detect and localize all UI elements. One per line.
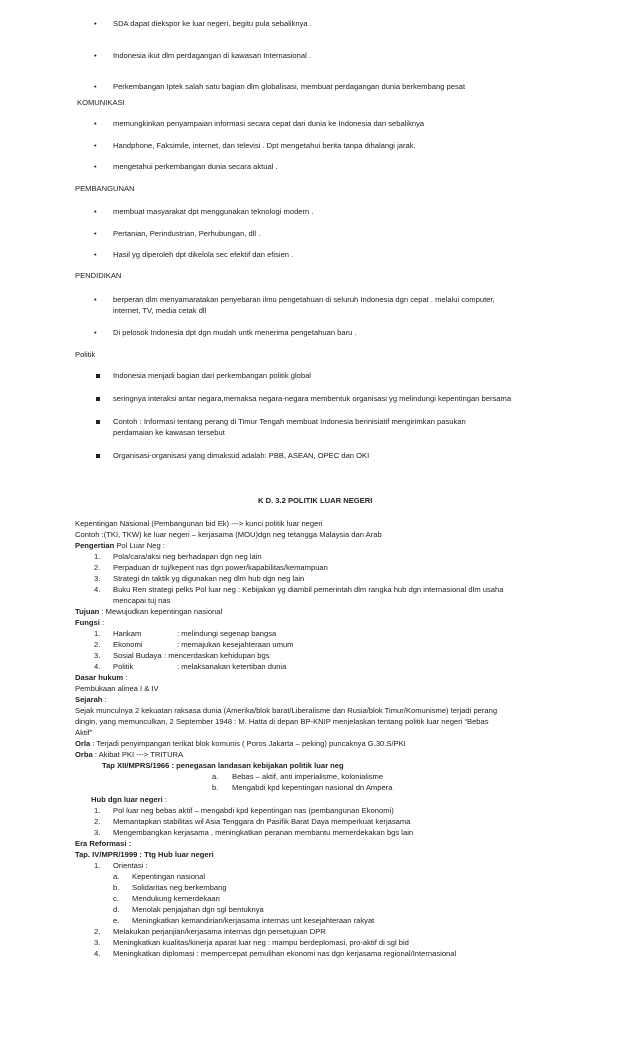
pengertian-rest: Pol Luar Neg : [114, 541, 165, 550]
square-bullet-icon [96, 397, 100, 401]
list-item: SDA dapat diekspor ke luar negeri, begitu pula sebaliknya . [113, 19, 312, 28]
bullet-glyph: • [94, 328, 97, 337]
list-item: Pol luar neg bebas aktif – mengabdi kpd kepentingan nas (pembangunan Ekonomi) [113, 806, 394, 815]
list-number: 1. [94, 806, 101, 815]
fungsi-desc: : melindungi segenap bangsa [177, 629, 277, 638]
list-item: berperan dlm menyamaratakan penyebaran ilmu pengetahuan di seluruh Indonesia dgn cepat . melalui computer, [113, 295, 495, 304]
list-item: Memantapkan stabilitas wil Asia Tenggara dn Pasifik Barat Daya memperkuat kerjasama [113, 817, 411, 826]
list-number: 1. [94, 629, 101, 638]
bullet-glyph: • [94, 141, 97, 150]
list-number: 3. [94, 651, 101, 660]
square-bullet-icon [96, 374, 100, 378]
list-item: membuat masyarakat dpt menggunakan teknologi modern . [113, 207, 314, 216]
section-heading-pendidikan: PENDIDIKAN [75, 271, 122, 280]
list-item: Solidaritas neg berkembang [132, 883, 227, 892]
list-item: Mendukung kemerdekaan [132, 894, 220, 903]
orla-line [75, 739, 406, 749]
hub-rest: : [162, 795, 167, 804]
list-item: Kepentingan nasional [132, 872, 206, 881]
sejarah-label: Sejarah [75, 695, 103, 704]
fungsi-desc: : melaksanakan ketertiban dunia [177, 662, 287, 671]
list-letter: d. [113, 905, 120, 914]
list-item: Contoh : Informasi tentang perang di Timur Tengah membuat Indonesia berinisiatif mengirimkan pasukan [113, 417, 466, 426]
dasar-hukum-line [75, 673, 127, 683]
list-item: Menolak penjajahan dgn sgl bentuknya [132, 905, 264, 914]
list-number: 1. [94, 552, 101, 561]
list-number: 1. [94, 861, 101, 870]
list-item: Buku Ren strategi pelks Pol luar neg : Kebijakan yg diambil pemerintah dlm rangka hub dgn internasional dlm usaha [113, 585, 504, 594]
section-heading-pembangunan: PEMBANGUNAN [75, 184, 135, 193]
bullet-glyph: • [94, 250, 97, 259]
list-item: Melakukan perjanjian/kerjasama internas dgn persetujuan DPR [113, 927, 326, 936]
hub-line [91, 795, 167, 805]
list-item: Handphone, Faksimile, internet, dan televisi . Dpt mengetahui berita tanpa dihalangi jarak. [113, 141, 416, 150]
list-number: 4. [94, 949, 101, 958]
bullet-glyph: • [94, 229, 97, 238]
list-item: Strategi dn taktik yg digunakan neg dlm hub dgn neg lain [113, 574, 305, 583]
list-item: Di pelosok Indonesia dpt dgn mudah untk menerima pengetahuan baru . [113, 328, 357, 337]
bullet-glyph: • [94, 119, 97, 128]
section-heading-komunikasi: KOMUNIKASI [77, 98, 125, 107]
pengertian-label: Pengertian [75, 541, 115, 550]
list-item: memungkinkan penyampaian informasi secara cepat dari dunia ke Indonesia dan sebaliknya [113, 119, 425, 128]
list-number: 4. [94, 585, 101, 594]
fungsi-desc: : mencerdaskan kehidupan bgs [164, 651, 270, 660]
text-line: Kepentingan Nasional (Pembangunan bid Ek) ---> kunci politik luar negeri [75, 519, 323, 528]
list-item: Pertanian, Perindustrian, Perhubungan, dll . [113, 229, 261, 238]
bullet-glyph: • [94, 19, 97, 28]
tujuan-rest: : Mewujudkan kepentingan nasional [99, 607, 223, 616]
tap-heading: Tap. IV/MPR/1999 : Ttg Hub luar negeri [75, 850, 214, 859]
sejarah-line [75, 695, 107, 705]
list-item: seringnya interaksi antar negara,memaksa negara-negara membentuk organisasi yg melindungi kepentingan bersama [113, 394, 512, 403]
list-item: Organisasi-organisasi yang dimaksud adalah: PBB, ASEAN, OPEC dan OKI [113, 451, 370, 460]
bullet-glyph: • [94, 162, 97, 171]
orba-line [75, 750, 183, 760]
list-letter: e. [113, 916, 120, 925]
list-number: 2. [94, 927, 101, 936]
text-line: Aktif” [75, 728, 93, 737]
dasar-hukum-label: Dasar hukum [75, 673, 124, 682]
fungsi-term: Ekonomi [113, 640, 143, 649]
dasar-hukum-rest: : [123, 673, 128, 682]
orla-label: Orla [75, 739, 91, 748]
bullet-glyph: • [94, 295, 97, 304]
list-item: Meningkatkan kualitas/kinerja aparat luar neg : mampu berdeplomasi, pro-aktif di sgl bid [113, 938, 409, 947]
list-item: Orientasi : [113, 861, 148, 870]
page-title: K D. 3.2 POLITIK LUAR NEGERI [258, 496, 373, 505]
tujuan-line [75, 607, 222, 617]
list-item: Mengabdi kpd kepentingan nasional dn Ampera [232, 783, 393, 792]
fungsi-line [75, 618, 104, 628]
tap-heading: Tap XII/MPRS/1966 : penegasan landasan kebijakan politik luar neg [102, 761, 344, 770]
list-item: Hasil yg diperoleh dpt dikelola sec efektif dan efisien . [113, 250, 294, 259]
orla-rest: : Terjadi penyimpangan terikat blok komunis ( Poros Jakarta – peking) puncaknya G.30.S/PKI [90, 739, 406, 748]
list-item: Pola/cara/aksi neg berhadapan dgn neg lain [113, 552, 262, 561]
text-line: dingin, yang memunculkan, 2 September 1948 : M. Hatta di depan BP-KNIP menjelaskan tentang politik luar negeri “Bebas [75, 717, 489, 726]
fungsi-term: Hankam [113, 629, 142, 638]
list-item-continuation: internet, TV, media cetak dll [113, 306, 207, 315]
square-bullet-icon [96, 454, 100, 458]
fungsi-term: Politik [113, 662, 134, 671]
list-item-continuation: perdamaian ke kawasan tersebut [113, 428, 225, 437]
list-item: Meningkatkan diplomasi : mempercepat pemulihan ekonomi nas dgn kerjasama regional/Internasional [113, 949, 457, 958]
list-number: 2. [94, 817, 101, 826]
text-line: Sejak munculnya 2 kekuatan raksasa dunia (Amerika/blok barat/Liberalisme dan Rusia/blok Timur/Komunisme) terjadi perang [75, 706, 498, 715]
list-item: Mengembangkan kerjasama , meningkatkan peranan membantu memerdekakan bgs lain [113, 828, 414, 837]
list-item: Meningkatkan kemandirian/kerjasama internas unt kesejahteraan rakyat [132, 916, 375, 925]
fungsi-term: Sosial Budaya [113, 651, 162, 660]
text-line: Contoh :(TKI, TKW) ke luar negeri – kerjasama (MOU)dgn neg tetangga Malaysia dan Arab [75, 530, 382, 539]
list-letter: b. [212, 783, 219, 792]
list-item: Perkembangan Iptek salah satu bagian dlm globalisasi, membuat perdagangan dunia berkembang pesat [113, 82, 466, 91]
text-line: Pembukaan alinea I & IV [75, 684, 159, 693]
section-heading-politik: Politik [75, 350, 96, 359]
pengertian-line [75, 541, 165, 551]
list-item: mengetahui perkembangan dunia secara aktual . [113, 162, 278, 171]
list-item: Perpaduan dr tuj/kepent nas dgn power/kapabilitas/kemampuan [113, 563, 328, 572]
list-number: 2. [94, 563, 101, 572]
list-item: Bebas – aktif, anti imperialisme, kolonialisme [232, 772, 384, 781]
list-number: 4. [94, 662, 101, 671]
list-item-continuation: mencapai tuj nas [113, 596, 171, 605]
list-item: Indonesia menjadi bagian dari perkembangan politik global [113, 371, 311, 380]
list-number: 3. [94, 938, 101, 947]
orba-label: Orba [75, 750, 93, 759]
fungsi-rest: : [99, 618, 105, 627]
sejarah-rest: : [102, 695, 107, 704]
fungsi-desc: : memajukan kesejahteraan umum [177, 640, 294, 649]
list-number: 3. [94, 574, 101, 583]
hub-label: Hub dgn luar negeri [91, 795, 163, 804]
list-number: 3. [94, 828, 101, 837]
square-bullet-icon [96, 420, 100, 424]
list-letter: a. [113, 872, 120, 881]
fungsi-label: Fungsi [75, 618, 100, 627]
list-item: Indonesia ikut dlm perdagangan di kawasan Internasional . [113, 51, 311, 60]
tujuan-label: Tujuan [75, 607, 100, 616]
list-letter: b. [113, 883, 120, 892]
bullet-glyph: • [94, 82, 97, 91]
orba-rest: : Akibat PKI ---> TRITURA [92, 750, 184, 759]
list-number: 2. [94, 640, 101, 649]
list-letter: c. [113, 894, 119, 903]
list-letter: a. [212, 772, 219, 781]
bullet-glyph: • [94, 51, 97, 60]
era-reformasi-heading: Era Reformasi : [75, 839, 132, 848]
bullet-glyph: • [94, 207, 97, 216]
